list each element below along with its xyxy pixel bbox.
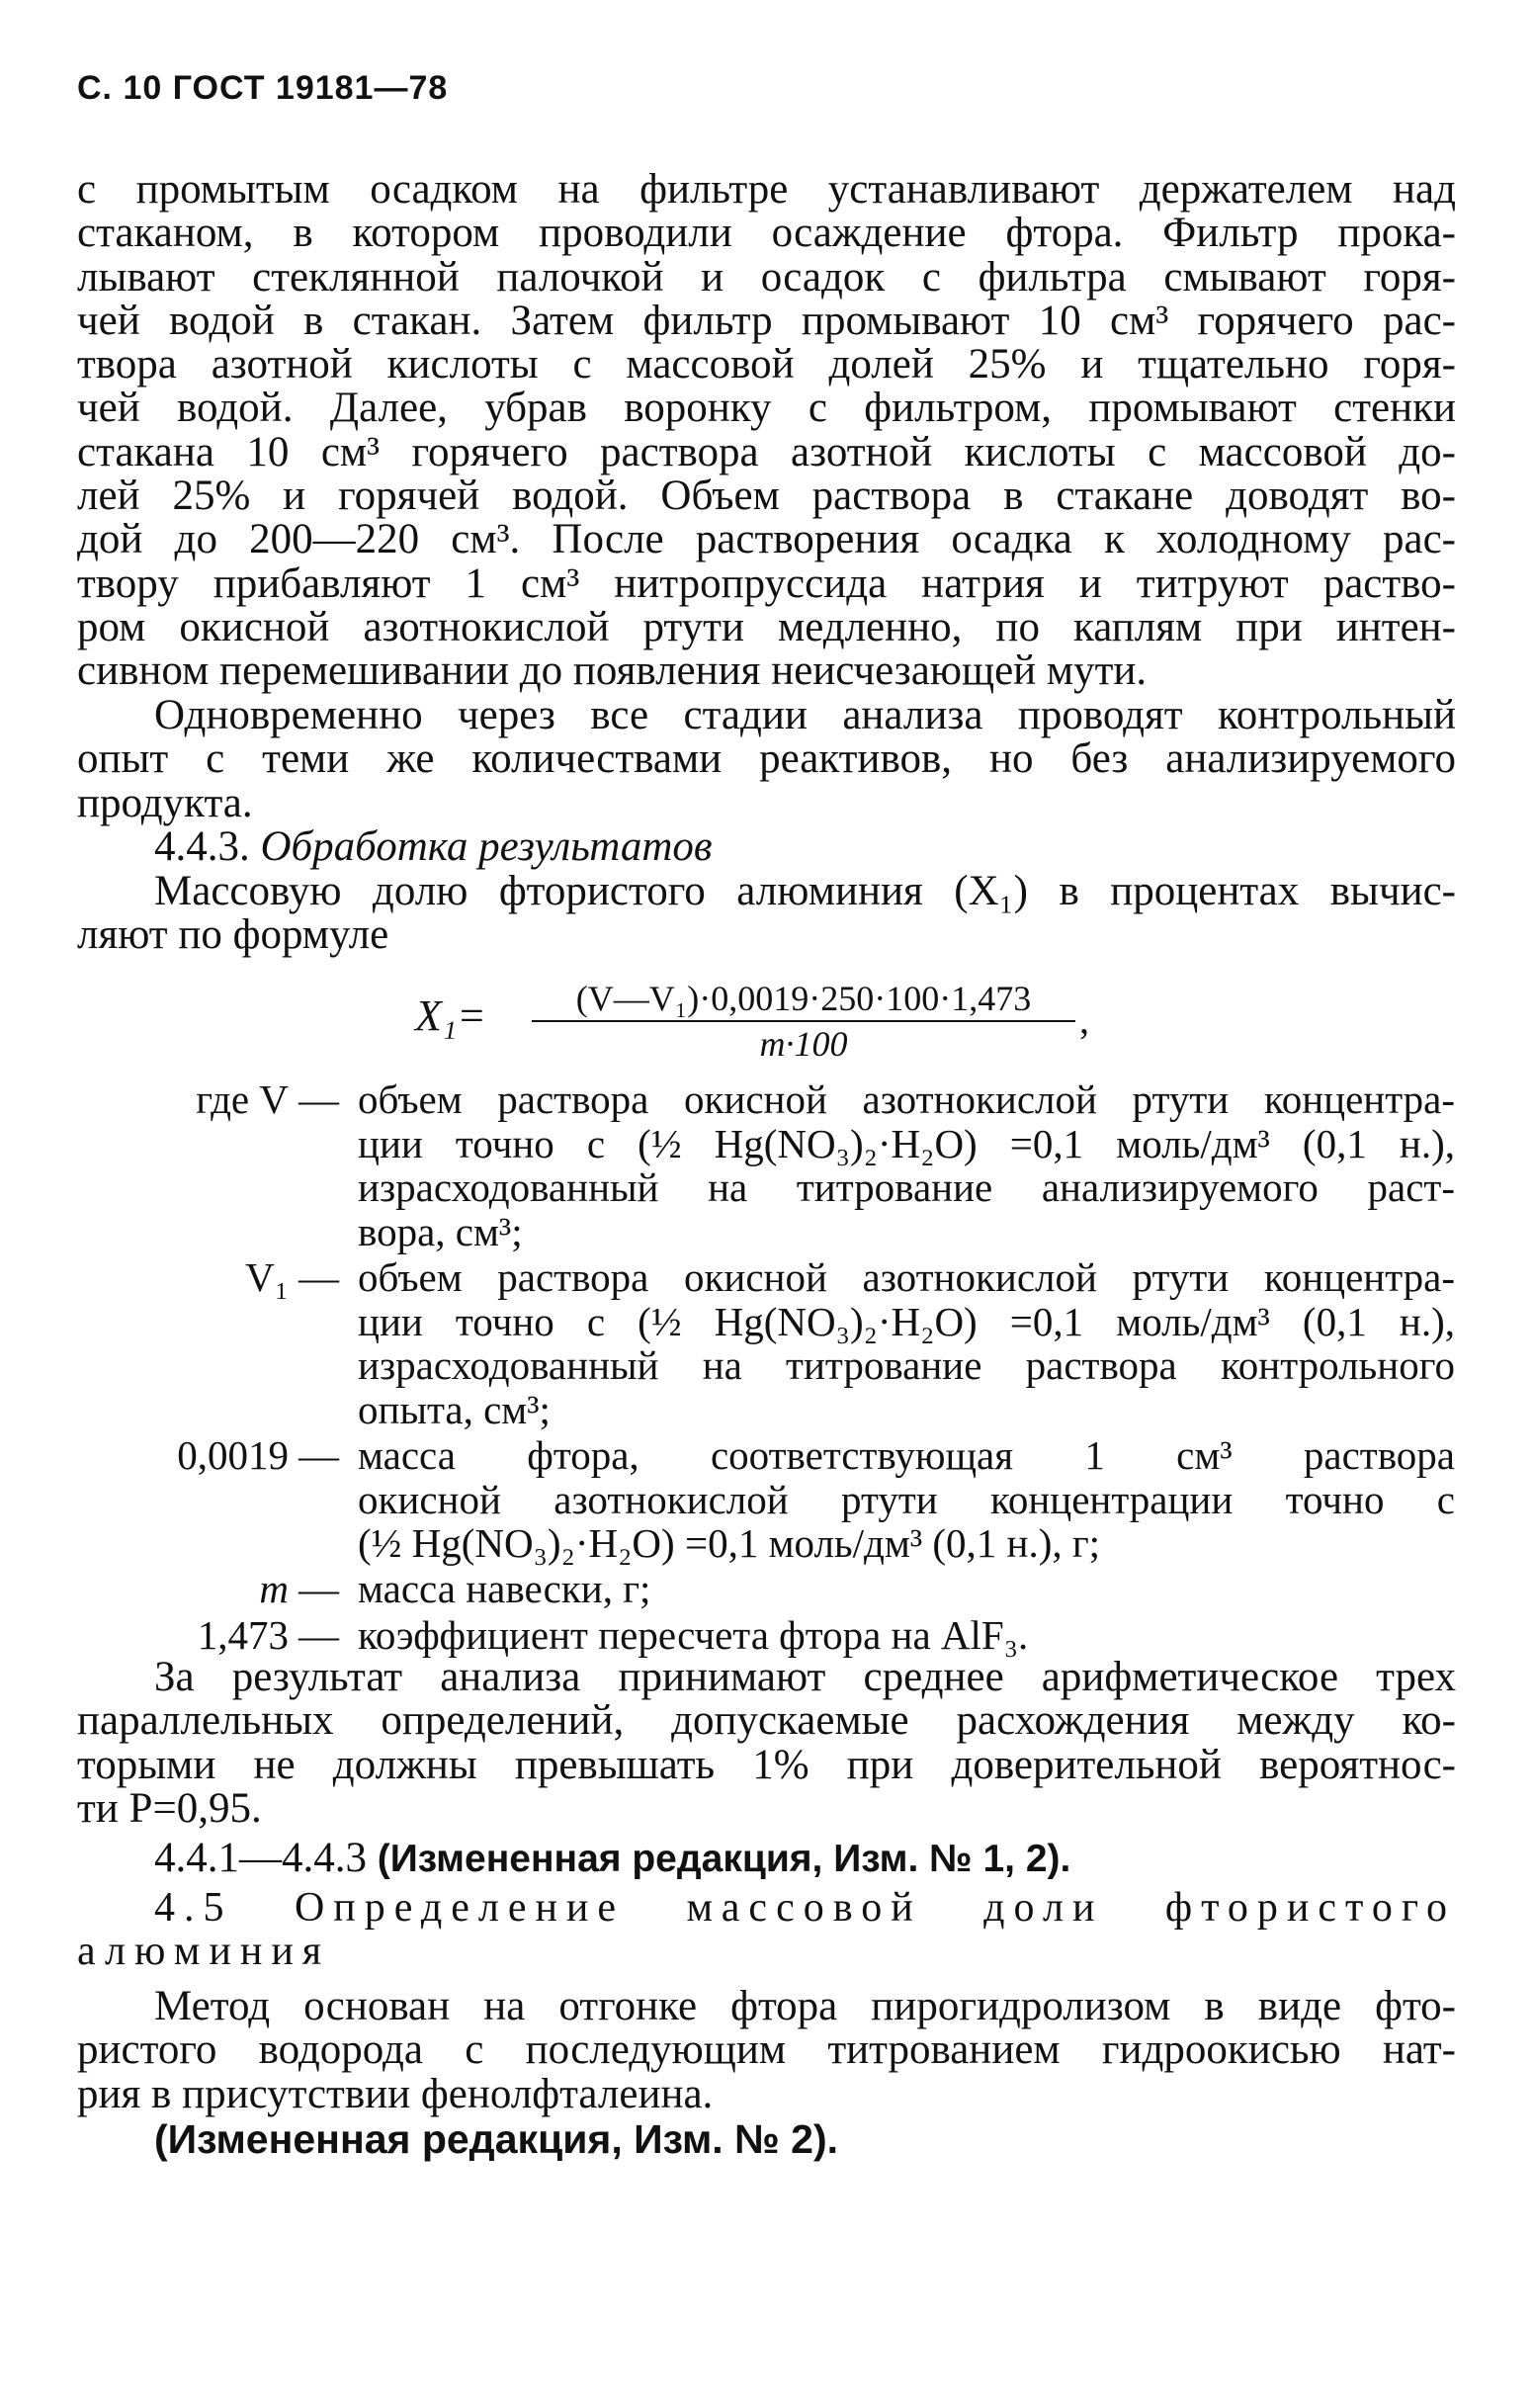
text-line: За результат анализа принимают среднее арифметическое трех xyxy=(154,1654,1456,1700)
formula-x1 xyxy=(415,979,1107,1068)
text-line: с промытым осадком на фильтре устанавливают держателем над xyxy=(77,166,1456,213)
text-line: лей 25% и горячей водой. Объем раствора в стакане доводят во- xyxy=(77,473,1456,520)
amendment-text: (Измененная редакция, Изм. № 1, 2). xyxy=(377,1838,1071,1880)
definition-body xyxy=(358,1567,1455,1611)
text-line: стакана 10 см³ горячего раствора азотной кислоты с массовой до- xyxy=(77,428,1456,475)
definition-dash: — xyxy=(298,1254,339,1300)
text-line: рия в присутствии фенолфталеина. xyxy=(77,2070,714,2117)
text-line: Метод основан на отгонке фтора пирогидролизом в виде фто- xyxy=(154,1983,1456,2029)
text-line: твора азотной кислоты с массовой долей 25% и тщательно горя- xyxy=(77,341,1456,388)
paragraph-washing-procedure xyxy=(77,168,1456,694)
text-line: сивном перемешивании до появления неисчезающей мути. xyxy=(77,647,1148,695)
text-line: опыта, см³; xyxy=(358,1386,551,1432)
text-line: объем раствора окисной азотнокислой ртути концентра- xyxy=(358,1254,1455,1300)
definition-m xyxy=(0,1567,1463,1611)
definition-term: 1,473 xyxy=(197,1612,289,1658)
text-line: ции точно c (½ Hg(NO₃)₂·H₂O) =0,1 моль/дм³ (0,1 н.), xyxy=(358,1298,1455,1344)
definition-body xyxy=(358,1613,1455,1658)
paragraph-result-averaging xyxy=(77,1656,1456,1831)
text-line: (½ Hg(NO₃)₂·H₂O) =0,1 моль/дм³ (0,1 н.), г; xyxy=(358,1520,1101,1566)
text-line: израсходованный на титрование анализируемого раст- xyxy=(358,1164,1455,1210)
definition-dash: — xyxy=(298,1612,339,1658)
definition-term: V₁ xyxy=(245,1254,289,1300)
fraction-bar xyxy=(532,1020,1075,1022)
text-line: окисной азотнокислой ртути концентрации точно c xyxy=(358,1476,1455,1522)
text-line: опыт с теми же количествами реактивов, но без анализируемого xyxy=(77,735,1456,783)
text-line: ти P=0,95. xyxy=(77,1784,262,1832)
text-line: чей водой в стакан. Затем фильтр промывают 10 см³ горячего рас- xyxy=(77,297,1456,344)
text-line: ристого водорода с последующим титрованием гидроокисью нат- xyxy=(77,2026,1456,2074)
text-line: торыми не должны превышать 1% при доверительной вероятнос- xyxy=(77,1741,1456,1788)
text-line: лывают стеклянной палочкой и осадок с фильтра смывают горя- xyxy=(77,253,1456,301)
definition-dash: — xyxy=(298,1432,339,1478)
section-heading-4-4-3 xyxy=(154,825,1533,869)
text-line: ляют по формуле xyxy=(77,911,389,959)
text-line: коэффициент пересчета фтора на AlF₃. xyxy=(358,1612,1029,1658)
formula-lhs: X₁= xyxy=(415,991,486,1040)
text-line: вора, см³; xyxy=(358,1208,523,1254)
formula-comma: , xyxy=(1079,997,1089,1042)
formula-fraction xyxy=(532,977,1075,1064)
definition-body xyxy=(358,1255,1455,1431)
text-line: израсходованный на титрование раствора контрольного xyxy=(358,1342,1455,1388)
text-line: 4.5 Определение массовой доли фтористого xyxy=(154,1885,1456,1931)
text-line: Одновременно через все стадии анализа проводят контрольный xyxy=(154,692,1456,738)
amendment-note-1 xyxy=(154,1837,1533,1881)
text-line: объем раствора окисной азотнокислой ртути концентра- xyxy=(358,1076,1455,1122)
text-line: Массовую долю фтористого алюминия (X₁) в процентах вычис- xyxy=(154,868,1456,914)
text-line: алюминия xyxy=(77,1929,331,1975)
definition-v xyxy=(0,1077,1463,1253)
text-line: параллельных определений, допускаемые расхождения между ко- xyxy=(77,1697,1456,1745)
definition-coefficient-0-0019 xyxy=(0,1433,1463,1566)
text-line: ром окисной азотнокислой ртути медленно, по каплям при интен- xyxy=(77,603,1456,650)
text-line: чей водой. Далее, убрав воронку с фильтром, промывают стенки xyxy=(77,385,1456,432)
amendment-note-2: (Измененная редакция, Изм. № 2). xyxy=(154,2116,839,2162)
definition-body xyxy=(358,1433,1455,1566)
section-title: Обработка результатов xyxy=(260,823,713,870)
page-header: С. 10 ГОСТ 19181—78 xyxy=(77,69,449,107)
definition-body xyxy=(358,1077,1455,1253)
text-line: твору прибавляют 1 см³ нитропруссида натрия и титруют раство- xyxy=(77,559,1456,607)
paragraph-control-experiment xyxy=(77,694,1456,825)
definition-term: 0,0019 xyxy=(177,1432,289,1478)
amendment-clause-range: 4.4.1—4.4.3 xyxy=(154,1835,367,1881)
text-line: дой до 200—220 см³. После растворения осадка к холодному рас- xyxy=(77,516,1456,563)
definition-dash: — xyxy=(298,1566,339,1611)
definition-term: где V xyxy=(196,1076,289,1122)
text-line: продукта. xyxy=(77,779,253,826)
paragraph-method-basis xyxy=(77,1985,1456,2116)
definition-term: m xyxy=(259,1566,289,1611)
section-heading-4-5 xyxy=(77,1886,1456,1974)
definition-v1 xyxy=(0,1255,1463,1431)
definition-coefficient-1-473 xyxy=(0,1613,1463,1658)
text-line: масса фтора, соответствующая 1 см³ раствора xyxy=(358,1432,1455,1478)
text-line: стаканом, в котором проводили осаждение фтора. Фильтр прока- xyxy=(77,210,1456,257)
text-line: ции точно c (½ Hg(NO₃)₂·H₂O) =0,1 моль/дм³ (0,1 н.), xyxy=(358,1120,1455,1166)
section-number: 4.4.3. xyxy=(154,823,250,870)
formula-denominator: m·100 xyxy=(759,1024,848,1064)
formula-numerator: (V—V₁)·0,0019·250·100·1,473 xyxy=(575,979,1032,1018)
paragraph-formula-intro xyxy=(77,870,1456,958)
text-line: масса навески, г; xyxy=(358,1566,651,1611)
definition-dash: — xyxy=(298,1076,339,1122)
